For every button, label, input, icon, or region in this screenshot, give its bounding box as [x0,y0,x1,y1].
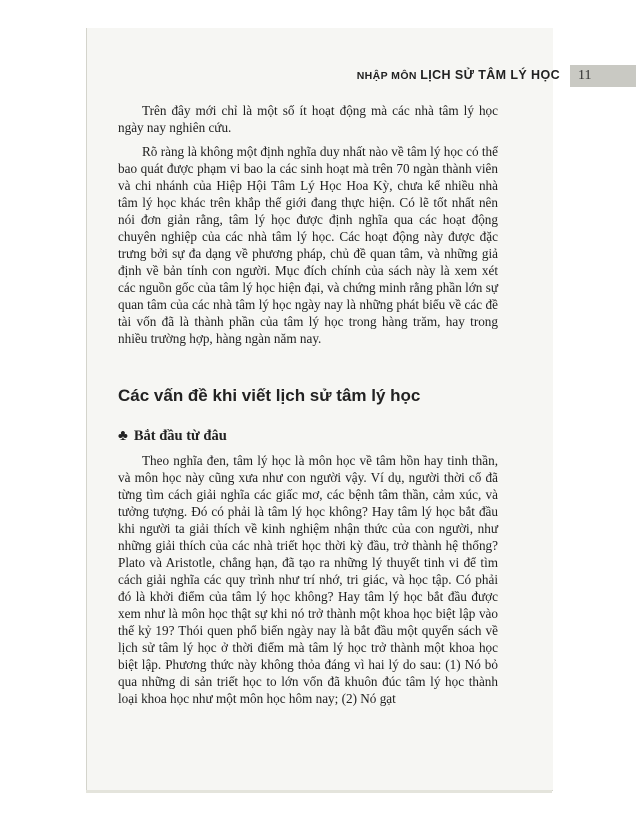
running-header [357,68,560,82]
sub-heading [118,428,227,445]
intro-text [118,102,498,347]
header-prefix: NHẬP MÔN [356,70,417,82]
header-title: LỊCH SỬ TÂM LÝ HỌC [420,68,560,82]
intro-paragraph-1: Trên đây mới chỉ là một số ít hoạt động mà các nhà tâm lý học ngày nay nghiên cứu. [118,103,498,135]
section-heading: Các vấn đề khi viết lịch sử tâm lý học [118,386,421,405]
club-icon: ♣ [118,428,128,444]
page-number: 11 [570,65,636,87]
sub-heading-text: Bắt đầu từ đâu [133,428,227,444]
section-paragraph: Theo nghĩa đen, tâm lý học là môn học về tâm hồn hay tinh thần, và môn học này cũng xưa như con người vậy. Ví dụ, người thời cổ đã từng tìm cách giải nghĩa các giấc mơ, các bệnh tâm thần, cảm xúc, và tưởng tượng. Đó có phải là tâm lý học không? Hay tâm lý học bắt đầu khi người ta giải thích về kinh nghiệm nhận thức của con người, như những giải thích của các nhà triết học thời kỳ đầu, trở thành hệ thống? Plato và Aristotle, chẳng hạn, đã tạo ra những lý thuyết tinh vi để tìm cách giải nghĩa các quy trình như trí nhớ, tri giác, và học tập. Có phải đó là khởi điểm của tâm lý học không? Hay tâm lý học bắt đầu được xem như là môn học thật sự khi nó trở thành một khoa học biệt lập vào thế kỷ 19? Thói quen phổ biến ngày nay là bắt đầu một quyển sách về lịch sử tâm lý học ở thời điểm mà tâm lý học trở thành một khoa học biệt lập. Phương thức này không thỏa đáng vì hai lý do sau: (1) Nó bỏ qua những di sản triết học to lớn vốn đã khuôn đúc tâm lý học thành loại khoa học như một môn học hôm nay; (2) Nó gạt [118,453,498,706]
section-text [118,452,498,707]
page-bottom-edge [86,790,552,793]
intro-paragraph-2: Rõ ràng là không một định nghĩa duy nhất nào về tâm lý học có thể bao quát được phạm vi bao la các sinh hoạt mà trên 70 ngàn thành viên và chi nhánh của Hiệp Hội Tâm Lý Học Hoa Kỳ, chưa kể nhiều nhà tâm lý học khác trên khắp thế giới đang thực hiện. Có lẽ tốt nhất nên nói đơn giản rằng, tâm lý học được định nghĩa qua các hoạt động chuyên nghiệp của các nhà tâm lý học. Các hoạt động này được đặc trưng bởi sự đa dạng về phương pháp, chủ đề quan tâm, và những giả định về bản tính con người. Mục đích chính của sách này là xem xét các nguồn gốc của tâm lý học hiện đại, và chứng minh rằng phần lớn sự quan tâm của các nhà tâm lý học ngày nay là những phát biểu về các đề tài vốn đã là thành phần của tâm lý học trong hàng trăm, hay trong nhiều trường hợp, hàng ngàn năm nay. [118,144,498,346]
